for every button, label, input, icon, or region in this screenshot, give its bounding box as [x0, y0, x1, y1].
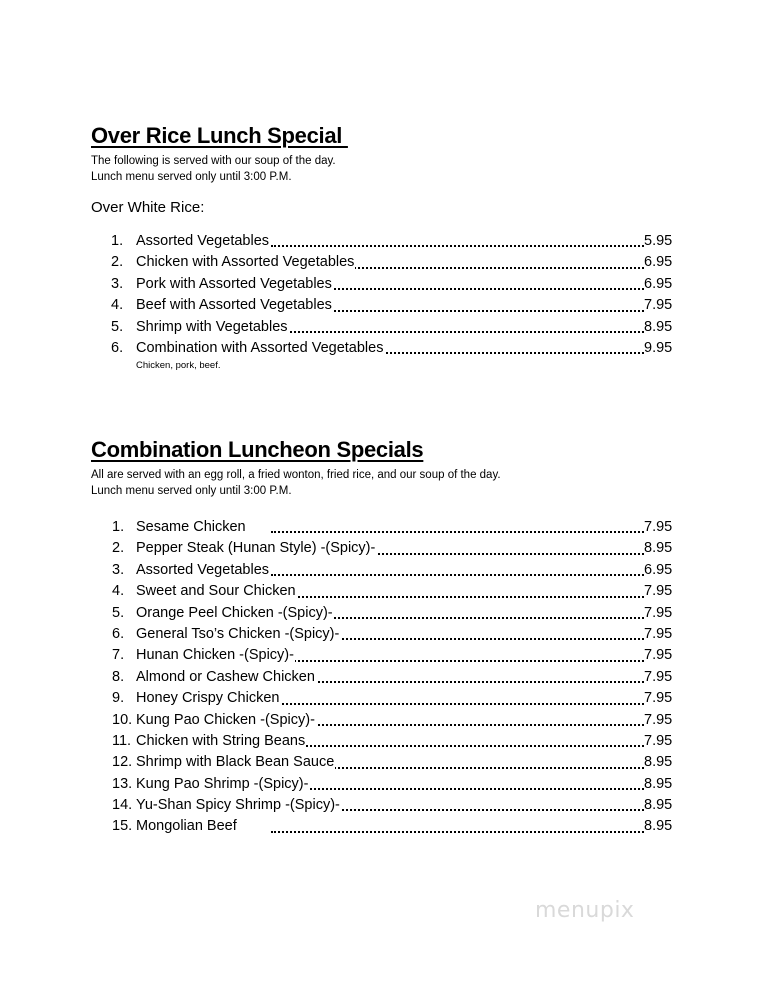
item-name: Beef with Assorted Vegetables [136, 295, 333, 316]
menu-item [91, 338, 676, 359]
section-note: Lunch menu served only until 3:00 P.M. [91, 171, 292, 183]
item-number: 9. [112, 690, 125, 707]
dot-leader [271, 596, 644, 598]
item-name: Honey Crispy Chicken [136, 688, 280, 709]
item-price: 8.95 [644, 317, 676, 338]
over-rice-lunch-section [91, 122, 676, 372]
item-name: Chicken with String Beans [136, 731, 306, 752]
item-price: 8.95 [644, 816, 676, 837]
menu-item [91, 667, 676, 688]
item-number: 13. [112, 775, 133, 792]
menu-item [91, 752, 676, 773]
item-number: 1. [112, 519, 125, 535]
dot-leader [271, 660, 644, 662]
section-note: Lunch menu served only until 3:00 P.M. [91, 485, 292, 497]
menu-item [91, 252, 676, 273]
item-name: Shrimp with Black Bean Sauce [136, 752, 335, 773]
menu-item [91, 560, 676, 581]
item-name: Combination with Assorted Vegetables [136, 338, 384, 359]
item-name: Mongolian Beef [136, 816, 238, 837]
menu-item [91, 645, 676, 666]
item-number: 2. [111, 254, 124, 271]
menu-item [91, 731, 676, 752]
menu-item [91, 581, 676, 602]
menu-item [91, 624, 676, 645]
item-price: 7.95 [644, 624, 676, 645]
menu-item [91, 688, 676, 709]
menu-item [91, 816, 676, 837]
item-name: Chicken with Assorted Vegetables [136, 252, 355, 273]
item-name: Kung Pao Chicken -(Spicy)- [136, 710, 316, 731]
menu-item [91, 231, 676, 252]
item-description: Chicken, pork, beef. [136, 360, 221, 372]
item-name: Sweet and Sour Chicken [136, 581, 297, 602]
item-price: 7.95 [644, 581, 676, 602]
dot-leader [271, 788, 644, 790]
item-price: 9.95 [644, 338, 676, 359]
dot-leader [271, 681, 644, 683]
item-number: 4. [112, 583, 125, 600]
dot-leader [271, 331, 644, 333]
item-number: 4. [111, 297, 124, 314]
item-price: 7.95 [644, 295, 676, 316]
dot-leader [271, 703, 644, 705]
item-price: 7.95 [644, 667, 676, 688]
item-number: 5. [111, 318, 124, 335]
item-price: 8.95 [644, 752, 676, 773]
item-number: 11. [112, 732, 132, 749]
menu-item [91, 517, 676, 538]
item-name: Orange Peel Chicken -(Spicy)- [136, 603, 334, 624]
menu-item [91, 710, 676, 731]
dot-leader [271, 574, 644, 576]
combination-luncheon-section [91, 436, 676, 838]
item-price: 7.95 [644, 688, 676, 709]
item-number: 3. [111, 275, 124, 292]
item-number: 6. [111, 339, 124, 356]
menu-item [91, 295, 676, 316]
item-price: 7.95 [644, 517, 676, 538]
item-name: Pepper Steak (Hunan Style) -(Spicy)- [136, 538, 376, 559]
item-price: 7.95 [644, 603, 676, 624]
item-number: 10. [112, 711, 133, 728]
menu-item [91, 603, 676, 624]
item-number: 14. [112, 797, 133, 814]
item-name: Assorted Vegetables [136, 560, 270, 581]
item-number: 8. [112, 668, 125, 685]
item-name: General Tso’s Chicken -(Spicy)- [136, 624, 340, 645]
dot-leader [271, 531, 644, 533]
item-number: 3. [112, 561, 125, 578]
item-number: 7. [112, 647, 125, 664]
section-title: Over Rice Lunch Special [91, 123, 348, 148]
item-number: 2. [112, 540, 125, 557]
item-price: 6.95 [644, 252, 676, 273]
dot-leader [271, 831, 644, 833]
item-price: 6.95 [644, 274, 676, 295]
item-name: Yu-Shan Spicy Shrimp -(Spicy)- [136, 795, 341, 816]
section-note: All are served with an egg roll, a fried wonton, fried rice, and our soup of the day. [91, 469, 501, 481]
item-price: 5.95 [644, 231, 676, 252]
menu-item [91, 274, 676, 295]
item-number: 15. [112, 818, 133, 835]
item-number: 12. [112, 754, 133, 771]
item-name: Kung Pao Shrimp -(Spicy)- [136, 774, 309, 795]
item-price: 7.95 [644, 710, 676, 731]
item-name: Almond or Cashew Chicken [136, 667, 316, 688]
item-price: 8.95 [644, 795, 676, 816]
item-price: 8.95 [644, 538, 676, 559]
item-name: Sesame Chicken [136, 517, 247, 538]
item-number: 6. [112, 625, 125, 642]
menu-item [91, 795, 676, 816]
menu-item [91, 538, 676, 559]
watermark: menupix [535, 898, 635, 923]
item-price: 7.95 [644, 645, 676, 666]
item-name: Pork with Assorted Vegetables [136, 274, 333, 295]
item-number: 1. [111, 233, 124, 249]
dot-leader [271, 245, 644, 247]
section-title: Combination Luncheon Specials [91, 437, 424, 462]
section-note: The following is served with our soup of the day. [91, 155, 336, 167]
item-name: Hunan Chicken -(Spicy)- [136, 645, 295, 666]
item-name: Assorted Vegetables [136, 231, 270, 252]
item-number: 5. [112, 604, 125, 621]
item-price: 6.95 [644, 560, 676, 581]
menu-list [91, 231, 676, 372]
dot-leader [271, 724, 644, 726]
menu-item [91, 317, 676, 338]
dot-leader [271, 745, 644, 747]
item-name: Shrimp with Vegetables [136, 317, 289, 338]
menu-item [91, 774, 676, 795]
item-price: 7.95 [644, 731, 676, 752]
item-price: 8.95 [644, 774, 676, 795]
subheading: Over White Rice: [91, 199, 205, 216]
menu-list [91, 517, 676, 838]
